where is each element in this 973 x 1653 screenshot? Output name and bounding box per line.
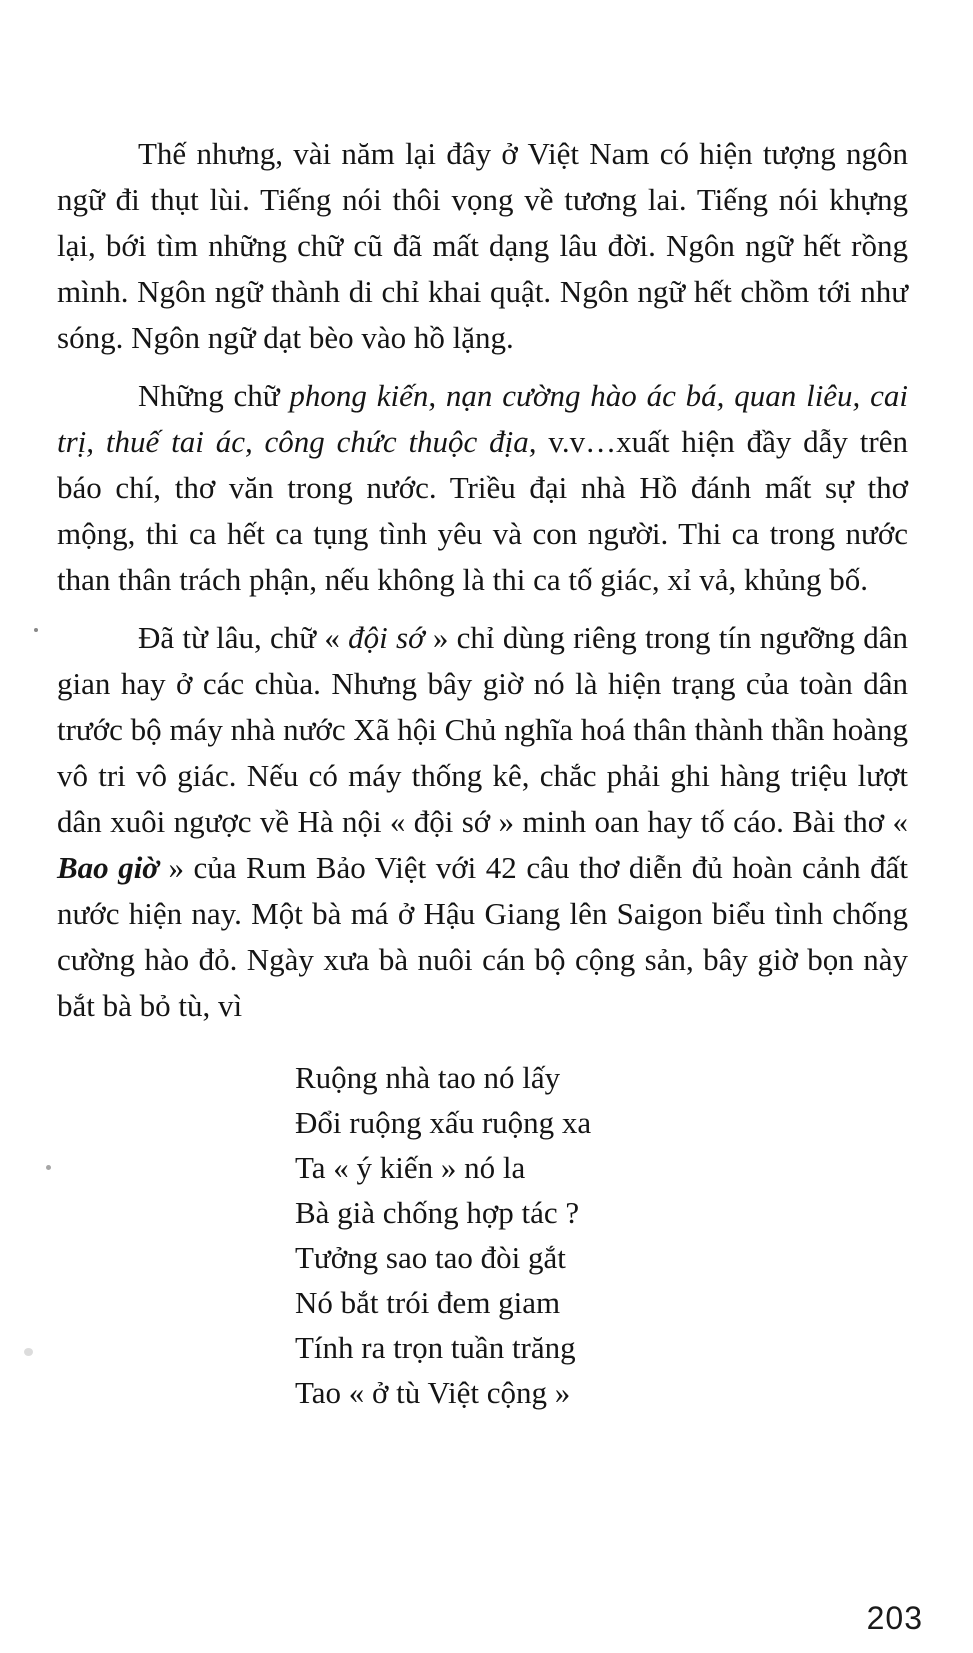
poem-line: Tính ra trọn tuần trăng <box>295 1330 576 1365</box>
scan-speck <box>46 1165 51 1170</box>
body-text <box>57 131 908 1415</box>
paragraph <box>57 615 908 1029</box>
poem-line: Ruộng nhà tao nó lấy <box>295 1060 561 1095</box>
text-run: » của Rum Bảo Việt với 42 câu thơ diễn đủ hoàn cảnh đất nước hiện nay. Một bà má ở Hậu Giang lên Saigon biểu tình chống cường hào đỏ. Ngày xưa bà nuôi cán bộ cộng sản, bây giờ bọn này bắt bà bỏ tù, vì <box>57 850 908 1023</box>
page-number: 203 <box>866 1600 923 1636</box>
text-run: » chỉ dùng riêng trong tín ngưỡng dân gian hay ở các chùa. Nhưng bây giờ nó là hiện trạng của toàn dân trước bộ máy nhà nước Xã hội Chủ nghĩa hoá thân thành thần hoàng vô tri vô giác. Nếu có máy thống kê, chắc phải ghi hàng triệu lượt dân xuôi ngược về Hà nội « đội sớ » minh oan hay tố cáo. Bài thơ « <box>57 620 908 839</box>
poem-line: Ta « ý kiến » nó la <box>295 1150 526 1185</box>
text-run: Đã từ lâu, chữ « <box>138 620 349 655</box>
paragraph <box>57 131 908 361</box>
poem-line: Bà già chống hợp tác ? <box>295 1195 580 1230</box>
text-run: Bao giờ <box>57 850 159 885</box>
poem-line: Tưởng sao tao đòi gắt <box>295 1240 566 1275</box>
text-run: v.v…xuất hiện đầy dẫy trên báo chí, thơ văn trong nước. Triều đại nhà Hồ đánh mất sự thơ mộng, thi ca hết ca tụng tình yêu và con người. Thi ca trong nước than thân trách phận, nếu không là thi ca tố giác, xỉ vả, khủng bố. <box>57 424 908 597</box>
paragraph <box>57 373 908 603</box>
poem-block <box>295 1055 908 1415</box>
text-run: Thế nhưng, vài năm lại đây ở Việt Nam có hiện tượng ngôn ngữ đi thụt lùi. Tiếng nói thôi vọng về tương lai. Tiếng nói khựng lại, bới tìm những chữ cũ đã mất dạng lâu đời. Ngôn ngữ hết rồng mình. Ngôn ngữ thành di chỉ khai quật. Ngôn ngữ hết chồm tới như sóng. Ngôn ngữ dạt bèo vào hồ lặng. <box>57 136 908 355</box>
poem-line: Nó bắt trói đem giam <box>295 1285 561 1320</box>
scan-speck <box>24 1348 33 1356</box>
text-run: phong kiến, nạn cường hào ác bá, quan liêu, cai trị, thuế tai ác, công chức thuộc địa, <box>57 378 909 459</box>
text-run: đội sớ <box>348 620 425 655</box>
poem-line: Đổi ruộng xấu ruộng xa <box>295 1105 592 1140</box>
scan-speck <box>34 628 38 632</box>
poem-line: Tao « ở tù Việt cộng » <box>295 1375 571 1410</box>
text-run: Những chữ <box>138 378 290 413</box>
